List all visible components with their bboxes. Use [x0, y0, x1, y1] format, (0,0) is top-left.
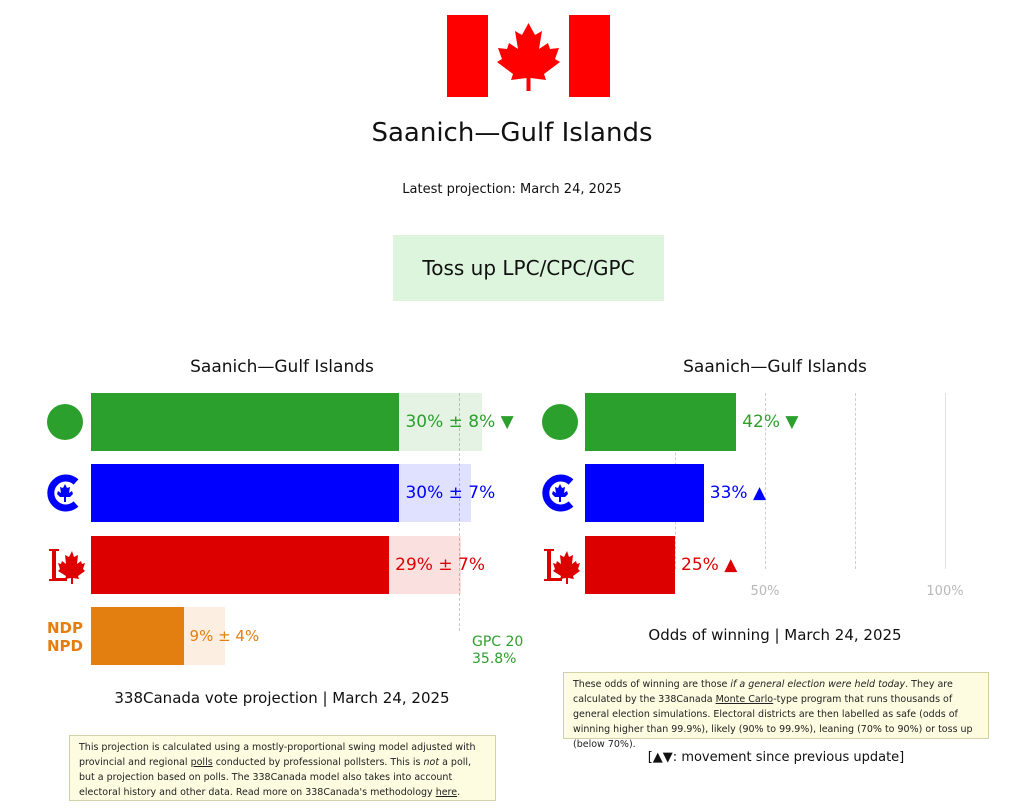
green-party-logo-icon: [540, 402, 580, 442]
vote-label-cpc: 30% ± 7%: [405, 483, 496, 503]
odds-bar-cpc: [585, 464, 704, 522]
note-text: a poll, but a projection based on polls. The 338Canada model also takes into account electoral history and other data. Read more on 338Canada's methodology: [79, 757, 472, 798]
monte-carlo-link[interactable]: Monte Carlo: [715, 694, 774, 705]
ndp-logo-icon: [43, 616, 87, 656]
odds-label-cpc: 33% ▲: [709, 483, 767, 503]
odds-of-winning-chart: [520, 0, 1024, 620]
page-title: Saanich—Gulf Islands: [371, 118, 653, 148]
odds-note: [563, 672, 989, 750]
note-text: This projection is calculated using a mostly-proportional swing model adjusted with provincial and regional: [79, 742, 476, 768]
odds-chart-caption: Odds of winning | March 24, 2025: [648, 626, 902, 644]
note-text: conducted by professional pollsters. This is: [212, 757, 424, 768]
threshold-label: [472, 634, 523, 668]
odds-tick-label: 50%: [750, 584, 780, 599]
rating-text: Toss up LPC/CPC/GPC: [422, 256, 635, 280]
threshold-label-line1: GPC 20: [472, 634, 524, 650]
vote-bar-lpc: [91, 536, 389, 594]
threshold-label-line2: 35.8%: [472, 651, 517, 667]
vote-bar-gpc: [91, 393, 399, 451]
note-emphasis: not: [423, 757, 440, 768]
odds-tick-label: 100%: [926, 584, 964, 599]
odds-chart-title: Saanich—Gulf Islands: [683, 357, 867, 377]
movement-legend: [▲▼: movement since previous update]: [647, 750, 905, 765]
odds-gridline: [945, 393, 946, 569]
note-emphasis: if a general election were held today: [730, 679, 906, 690]
note-text: .: [457, 787, 461, 798]
latest-projection-date: Latest projection: March 24, 2025: [402, 182, 622, 197]
svg-text:NPD: NPD: [47, 637, 83, 655]
green-party-logo-icon: [45, 402, 85, 442]
note-text: These odds of winning are those: [573, 679, 731, 690]
vote-projection-note: [69, 735, 496, 801]
vote-label-lpc: 29% ± 7%: [395, 555, 485, 575]
vote-bar-cpc: [91, 464, 399, 522]
odds-label-gpc: 42% ▼: [742, 412, 799, 432]
conservative-party-logo-icon: [540, 473, 580, 513]
liberal-party-logo-icon: [540, 545, 580, 585]
note-text: -type program that runs thousands of general election simulations. Electoral districts are then labelled as safe (odds of winning higher than 99.9%), likely (90% to 99.9%), leaning (70% to 90%) or toss up (below 70%).: [573, 694, 973, 750]
vote-projection-chart: [0, 0, 520, 690]
methodology-link[interactable]: here: [435, 787, 458, 798]
vote-chart-caption: 338Canada vote projection | March 24, 2025: [114, 689, 450, 707]
odds-bar-lpc: [585, 536, 675, 594]
polls-link[interactable]: polls: [190, 757, 213, 768]
odds-bar-gpc: [585, 393, 736, 451]
vote-label-ndp: 9% ± 4%: [189, 627, 260, 645]
conservative-party-logo-icon: [45, 473, 85, 513]
odds-label-lpc: 25% ▲: [681, 555, 738, 575]
vote-chart-title: Saanich—Gulf Islands: [190, 357, 374, 377]
liberal-party-logo-icon: [45, 545, 85, 585]
vote-label-gpc: 30% ± 8% ▼: [405, 412, 514, 432]
odds-gridline: [855, 393, 856, 569]
svg-text:NDP: NDP: [47, 619, 83, 637]
note-text: . They are calculated by the 338Canada: [573, 679, 953, 705]
vote-bar-ndp: [91, 607, 184, 665]
